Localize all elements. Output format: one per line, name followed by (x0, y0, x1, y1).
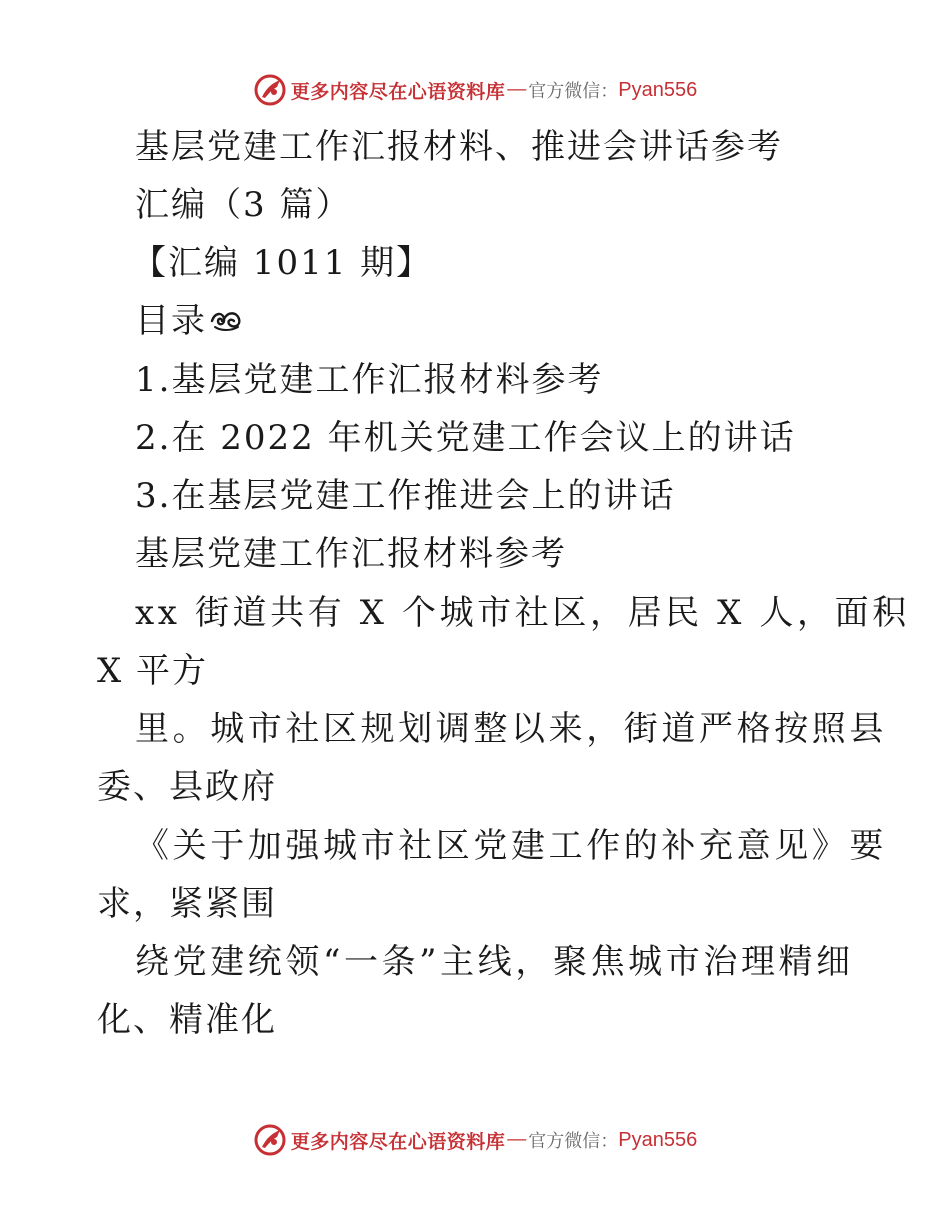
issue-line: 【汇编 1011 期】 (132, 243, 433, 283)
body-line-1: xx 街道共有 X 个城市社区，居民 X 人，面积 (135, 593, 910, 633)
watermark-gray-text: 官方微信： (528, 81, 619, 102)
watermark-dash: — (507, 79, 527, 100)
toc-heading-row (135, 301, 243, 341)
seal-logo-icon (253, 73, 287, 107)
footer-watermark (0, 1120, 950, 1160)
swirl-ornament-icon (209, 306, 243, 334)
toc-item-3: 3.在基层党建工作推进会上的讲话 (135, 476, 676, 516)
watermark-id-text: Pyan556 (618, 1128, 698, 1151)
toc-item-1: 1.基层党建工作汇报材料参考 (135, 360, 604, 400)
body-line-3: 里。城市社区规划调整以来，街道严格按照县 (135, 709, 887, 749)
body-line-6: 求，紧紧围 (97, 884, 277, 924)
body-line-2: X 平方 (97, 651, 209, 691)
watermark-dash: — (507, 1129, 527, 1150)
title-line-1: 基层党建工作汇报材料、推进会讲话参考 (135, 127, 783, 167)
watermark-red-text: 更多内容尽在心语资料库 (290, 80, 506, 103)
watermark-id-text: Pyan556 (618, 78, 698, 101)
header-watermark (0, 70, 950, 110)
watermark-gray-text: 官方微信： (528, 1131, 619, 1152)
toc-heading: 目录 (135, 301, 207, 341)
section-title: 基层党建工作汇报材料参考 (135, 534, 567, 574)
watermark-red-text: 更多内容尽在心语资料库 (290, 1130, 506, 1153)
seal-logo-icon (253, 1123, 287, 1157)
title-line-2: 汇编（3 篇） (135, 185, 352, 225)
body-line-4: 委、县政府 (97, 767, 277, 807)
toc-item-2: 2.在 2022 年机关党建工作会议上的讲话 (135, 418, 796, 458)
body-line-5: 《关于加强城市社区党建工作的补充意见》要 (135, 826, 887, 866)
body-line-7: 绕党建统领“一条”主线，聚焦城市治理精细 (135, 942, 854, 982)
body-line-8: 化、精准化 (97, 1000, 277, 1040)
